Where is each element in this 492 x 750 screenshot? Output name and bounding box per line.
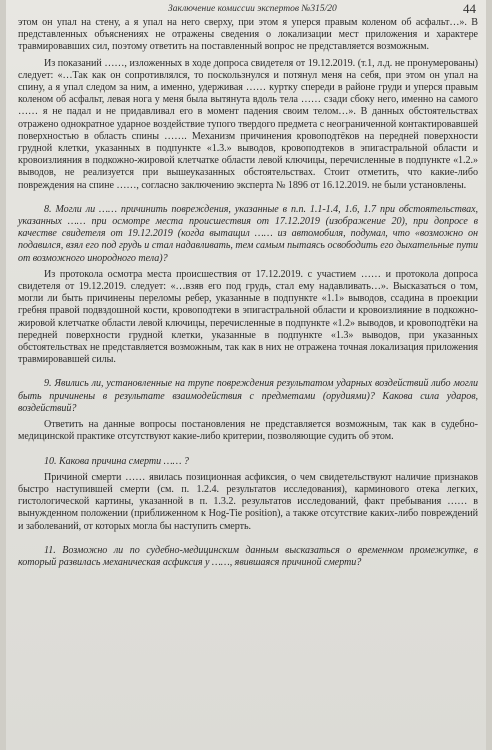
question-8: 8. Могли ли …… причинить повреждения, указанные в п.п. 1.1-1.4, 1.6, 1.7 при обстоятельствах, указанных …… при осмотре места происшествия от 17.12.2019 (изображение 20), при допросе в качестве свидетеля от 19.12.2019 (когда вытащил …… из автомобиля, подумал, что «возможно он подавился, взял его под грудь и стал надавливать, тем самым пытаясь освободить его дыхательные пути от возможного инородного тела)? <box>18 203 478 264</box>
answer-10: Причиной смерти …… явилась позиционная асфиксия, о чем свидетельствуют наличие признаков быстро наступившей смерти (см. п. 1.2.4. результатов исследования), карминового отека легких, гистологической картины, указанной в п. 1.3.2. результатов исследований, факт пребывания …… в вынужденном положении (приближенном к Hog-Tie position), а также отсутствие каких-либо повреждений и заболеваний, от которых могла бы наступить смерть. <box>18 471 478 532</box>
document-header-title: Заключение комиссии экспертов №315/20 <box>168 4 337 14</box>
answer-8: Из протокола осмотра места происшествия от 17.12.2019. с участием …… и протокола допроса свидетеля от 19.12.2019. следует: «…взяв его под грудь, стал ему надавливать…». Высказаться о том, могли ли быть причинены переломы ребер, указанные в подпункте «1.1» выводов, ссадина в проекции гребня правой подвздошной кости, кровоподтеки в эпигастральной области и кровоизлияние в подкожно-жировой клетчатке области левой ключицы, перечисленные в подпункте «1.2» выводов, и кровоподтёки на передней поверхности грудной клетки, указанные в подпункте «1.3» выводов, при указанных обстоятельствах не представляется возможным, так как в них не отражена точная локализация приложения травмировавшей силы. <box>18 268 478 366</box>
answer-9: Ответить на данные вопросы постановления не представляется возможным, так как в судебно-медицинской практике отсутствуют какие-либо критерии, позволяющие судить об этом. <box>18 419 478 443</box>
document-page <box>6 0 486 750</box>
page-header <box>18 3 478 17</box>
paragraph-explanations: этом он упал на стену, а я упал на него сверху, при этом я уперся правым коленом об асфальт…». В представленных объяснениях не отражены сведения о локализации мест приложения и характере травмировавших сил, поэтому ответить на поставленный вопрос не представляется возможным. <box>18 17 478 53</box>
question-9: 9. Явились ли, установленные на трупе повреждения результатом ударных воздействий либо могли быть причинены в результате взаимодействия с предметами (орудиями)? Какова сила ударов, воздействий? <box>18 378 478 414</box>
question-10: 10. Какова причина смерти …… ? <box>44 455 189 467</box>
question-11: 11. Возможно ли по судебно-медицинским данным высказаться о временном промежутке, в который развилась механическая асфиксия у ……, явившаяся причиной смерти? <box>18 544 478 568</box>
page-number: 44 <box>463 1 476 16</box>
paragraph-witness-testimony: Из показаний ……, изложенных в ходе допроса свидетеля от 19.12.2019. (т.1, л.д. не пронумерованы) следует: «…Так как он сопротивлялся, то поскользнулся и потянул меня на себя, при этом он упал на спину, а я упал следом за ним, а именно, удерживая …… куртку спереди в районе груди и уперся правым коленом об асфальт, левая нога у меня была вытянута вдоль тела …… сзади сбоку него, именно на самого …… я не падал и не придавливал его в момент падения своим телом…». В данных обстоятельствах отражено однократное ударное воздействие тупого твердого предмета с неограниченной контактировавшей поверхностью в область спины ……. Механизм причинения кровоподтёков на передней поверхности грудной клетки, указанных в подпункте «1.3.» выводов, кровоподтеков в эпигастральной области и кровоизлияния в подкожно-жировой клетчатке области левой ключицы, перечисленные в подпункте «1.2.» выводов, не реализуется при вышеуказанных обстоятельствах. Стоит отметить, что какие-либо повреждения на спине ……, согласно заключению эксперта № 1896 от 16.12.2019. не были установлены. <box>18 57 478 191</box>
